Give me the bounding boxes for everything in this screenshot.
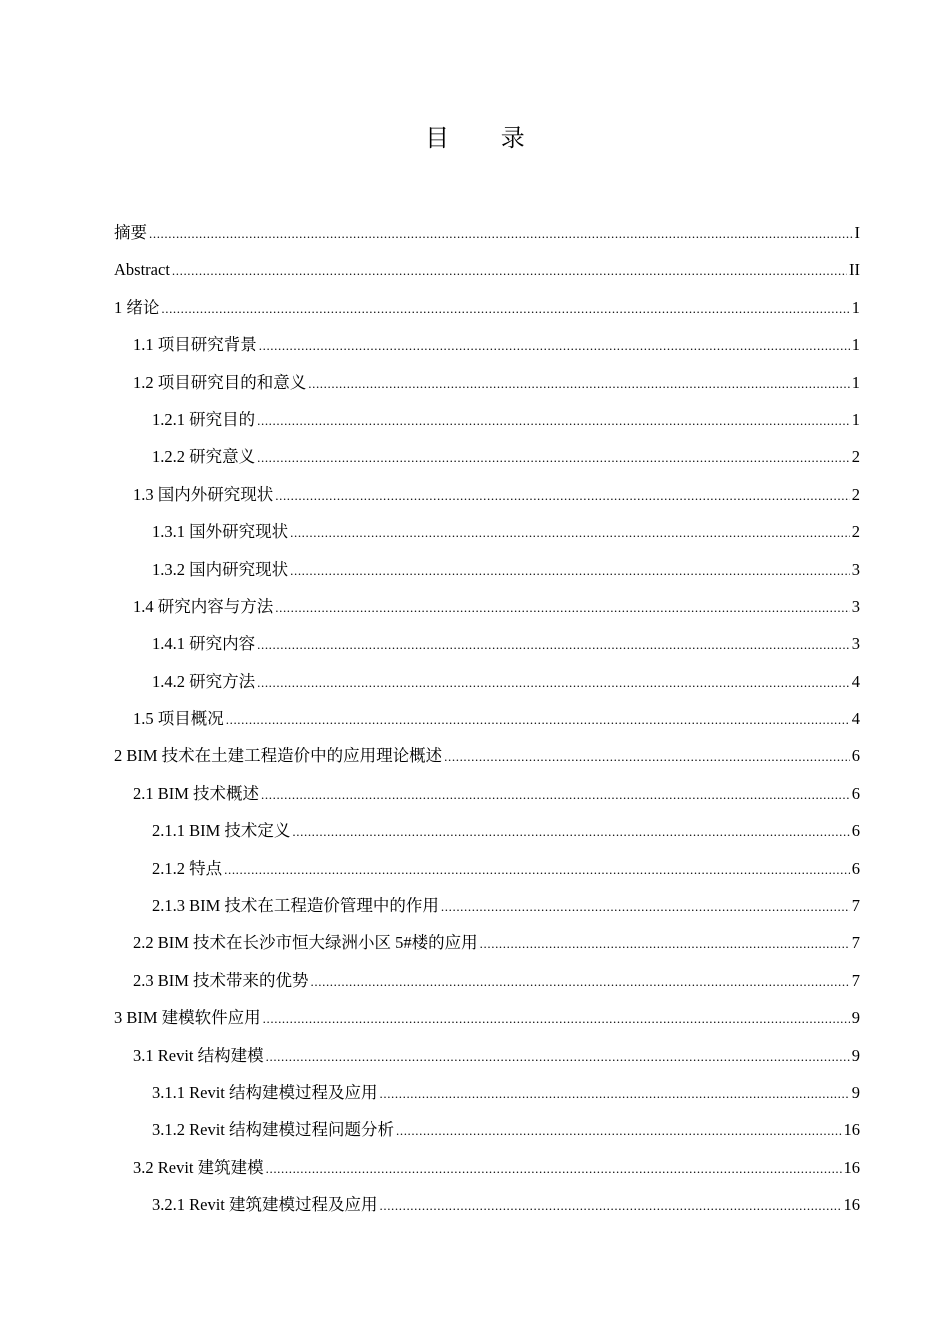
toc-dot-leader [290, 552, 850, 589]
toc-dot-leader [149, 215, 853, 252]
toc-dot-leader [480, 925, 850, 962]
toc-entry-title: 3.1 Revit 结构建模 [133, 1045, 264, 1065]
toc-entry-title: 1 绪论 [114, 297, 160, 317]
toc-entry[interactable] [114, 700, 860, 737]
toc-entry-title: 1.2.2 研究意义 [152, 447, 256, 467]
toc-dot-leader [311, 963, 850, 1000]
toc-entry[interactable] [114, 999, 860, 1036]
toc-page-number: 6 [851, 858, 860, 878]
toc-entry[interactable] [114, 1149, 860, 1186]
toc-entry[interactable] [114, 924, 860, 961]
toc-dot-leader [275, 589, 850, 626]
toc-entry-title: 1.2 项目研究目的和意义 [133, 372, 307, 392]
toc-page-number: 6 [851, 746, 860, 766]
toc-entry[interactable] [114, 364, 860, 401]
toc-page-number: 16 [843, 1195, 860, 1215]
toc-page-number: 1 [851, 335, 860, 355]
toc-entry[interactable] [114, 625, 860, 662]
toc-entry-title: 2.1 BIM 技术概述 [133, 783, 260, 803]
toc-dot-leader [261, 776, 850, 813]
toc-dot-leader [161, 290, 849, 327]
toc-page-number: 7 [851, 933, 860, 953]
toc-page-number: 1 [851, 372, 860, 392]
toc-entry-title: 1.3 国内外研究现状 [133, 484, 274, 504]
toc-page-number: 3 [851, 596, 860, 616]
toc-entry[interactable] [114, 551, 860, 588]
toc-dot-leader [257, 439, 850, 476]
toc-dot-leader [224, 851, 850, 888]
toc-page-number: 6 [851, 783, 860, 803]
toc-entry[interactable] [114, 850, 860, 887]
toc-entry[interactable] [114, 513, 860, 550]
toc-page-number: 3 [851, 559, 860, 579]
toc-page-number: 2 [851, 484, 860, 504]
toc-page-number: 7 [851, 970, 860, 990]
toc-page-number: 16 [843, 1157, 860, 1177]
toc-page-number: 1 [851, 297, 860, 317]
toc-entry[interactable] [114, 812, 860, 849]
toc-entry[interactable] [114, 1037, 860, 1074]
toc-entry-title: 2.1.1 BIM 技术定义 [152, 821, 291, 841]
toc-dot-leader [263, 1000, 850, 1037]
toc-page-number: 6 [851, 821, 860, 841]
toc-dot-leader [275, 477, 850, 514]
toc-entry-title: 3 BIM 建模软件应用 [114, 1008, 261, 1028]
toc-entry[interactable] [114, 438, 860, 475]
toc-page-number: 4 [851, 709, 860, 729]
toc-entry[interactable] [114, 962, 860, 999]
toc-entry-title: 3.1.2 Revit 结构建模过程问题分析 [152, 1120, 394, 1140]
toc-entry[interactable] [114, 1074, 860, 1111]
toc-dot-leader [396, 1112, 842, 1149]
toc-entry[interactable] [114, 1111, 860, 1148]
toc-entry-title: 1.3.2 国内研究现状 [152, 559, 289, 579]
toc-entry[interactable] [114, 775, 860, 812]
toc-entry-title: 3.1.1 Revit 结构建模过程及应用 [152, 1082, 378, 1102]
toc-dot-leader [257, 402, 850, 439]
toc-dot-leader [290, 514, 850, 551]
toc-entry[interactable] [114, 214, 860, 251]
toc-entry[interactable] [114, 476, 860, 513]
toc-entry[interactable] [114, 887, 860, 924]
toc-page-number: 9 [851, 1008, 860, 1028]
toc-page-number: 3 [851, 634, 860, 654]
toc-dot-leader [257, 626, 850, 663]
toc-entry-title: 2 BIM 技术在土建工程造价中的应用理论概述 [114, 746, 443, 766]
toc-entry[interactable] [114, 326, 860, 363]
toc-dot-leader [172, 252, 847, 289]
toc-dot-leader [308, 365, 850, 402]
toc-entry-title: 1.3.1 国外研究现状 [152, 522, 289, 542]
toc-entry-title: 2.1.2 特点 [152, 858, 223, 878]
toc-page-number: 9 [851, 1082, 860, 1102]
toc-page-number: 1 [851, 409, 860, 429]
toc-entry-title: 摘要 [114, 223, 147, 242]
toc-dot-leader [380, 1187, 842, 1224]
toc-entry-title: 1.4.1 研究内容 [152, 634, 256, 654]
toc-page-number: 16 [843, 1120, 860, 1140]
toc-entry-title: 3.2.1 Revit 建筑建模过程及应用 [152, 1195, 378, 1215]
toc-entry-title: 1.5 项目概况 [133, 709, 224, 729]
toc-dot-leader [266, 1038, 850, 1075]
toc-page-number: 2 [851, 447, 860, 467]
toc-entry-title: 2.1.3 BIM 技术在工程造价管理中的作用 [152, 896, 439, 916]
toc-entry-title: Abstract [114, 260, 170, 280]
toc-dot-leader [266, 1150, 842, 1187]
toc-entry[interactable] [114, 588, 860, 625]
toc-entry[interactable] [114, 737, 860, 774]
toc-page-number: 4 [851, 671, 860, 691]
toc-page-number: 2 [851, 522, 860, 542]
toc-entry-title: 1.2.1 研究目的 [152, 409, 256, 429]
toc-page-number: I [854, 223, 860, 242]
toc-dot-leader [257, 664, 850, 701]
table-of-contents [114, 214, 860, 1224]
toc-entry-title: 1.4.2 研究方法 [152, 671, 256, 691]
toc-entry-title: 1.4 研究内容与方法 [133, 596, 274, 616]
toc-entry[interactable] [114, 401, 860, 438]
toc-page-number: 7 [851, 896, 860, 916]
toc-dot-leader [380, 1075, 850, 1112]
toc-dot-leader [226, 701, 850, 738]
toc-dot-leader [441, 888, 850, 925]
toc-dot-leader [259, 327, 850, 364]
toc-dot-leader [292, 813, 849, 850]
toc-entry-title: 2.3 BIM 技术带来的优势 [133, 970, 309, 990]
toc-entry[interactable] [114, 289, 860, 326]
toc-entry[interactable] [114, 1186, 860, 1223]
toc-entry-title: 1.1 项目研究背景 [133, 335, 257, 355]
toc-dot-leader [444, 738, 850, 775]
toc-entry[interactable] [114, 663, 860, 700]
toc-page-number: 9 [851, 1045, 860, 1065]
toc-entry-title: 3.2 Revit 建筑建模 [133, 1157, 264, 1177]
toc-entry[interactable] [114, 251, 860, 288]
toc-entry-title: 2.2 BIM 技术在长沙市恒大绿洲小区 5#楼的应用 [133, 933, 478, 953]
page-title: 目 录 [425, 124, 547, 152]
toc-page-number: II [849, 260, 860, 280]
